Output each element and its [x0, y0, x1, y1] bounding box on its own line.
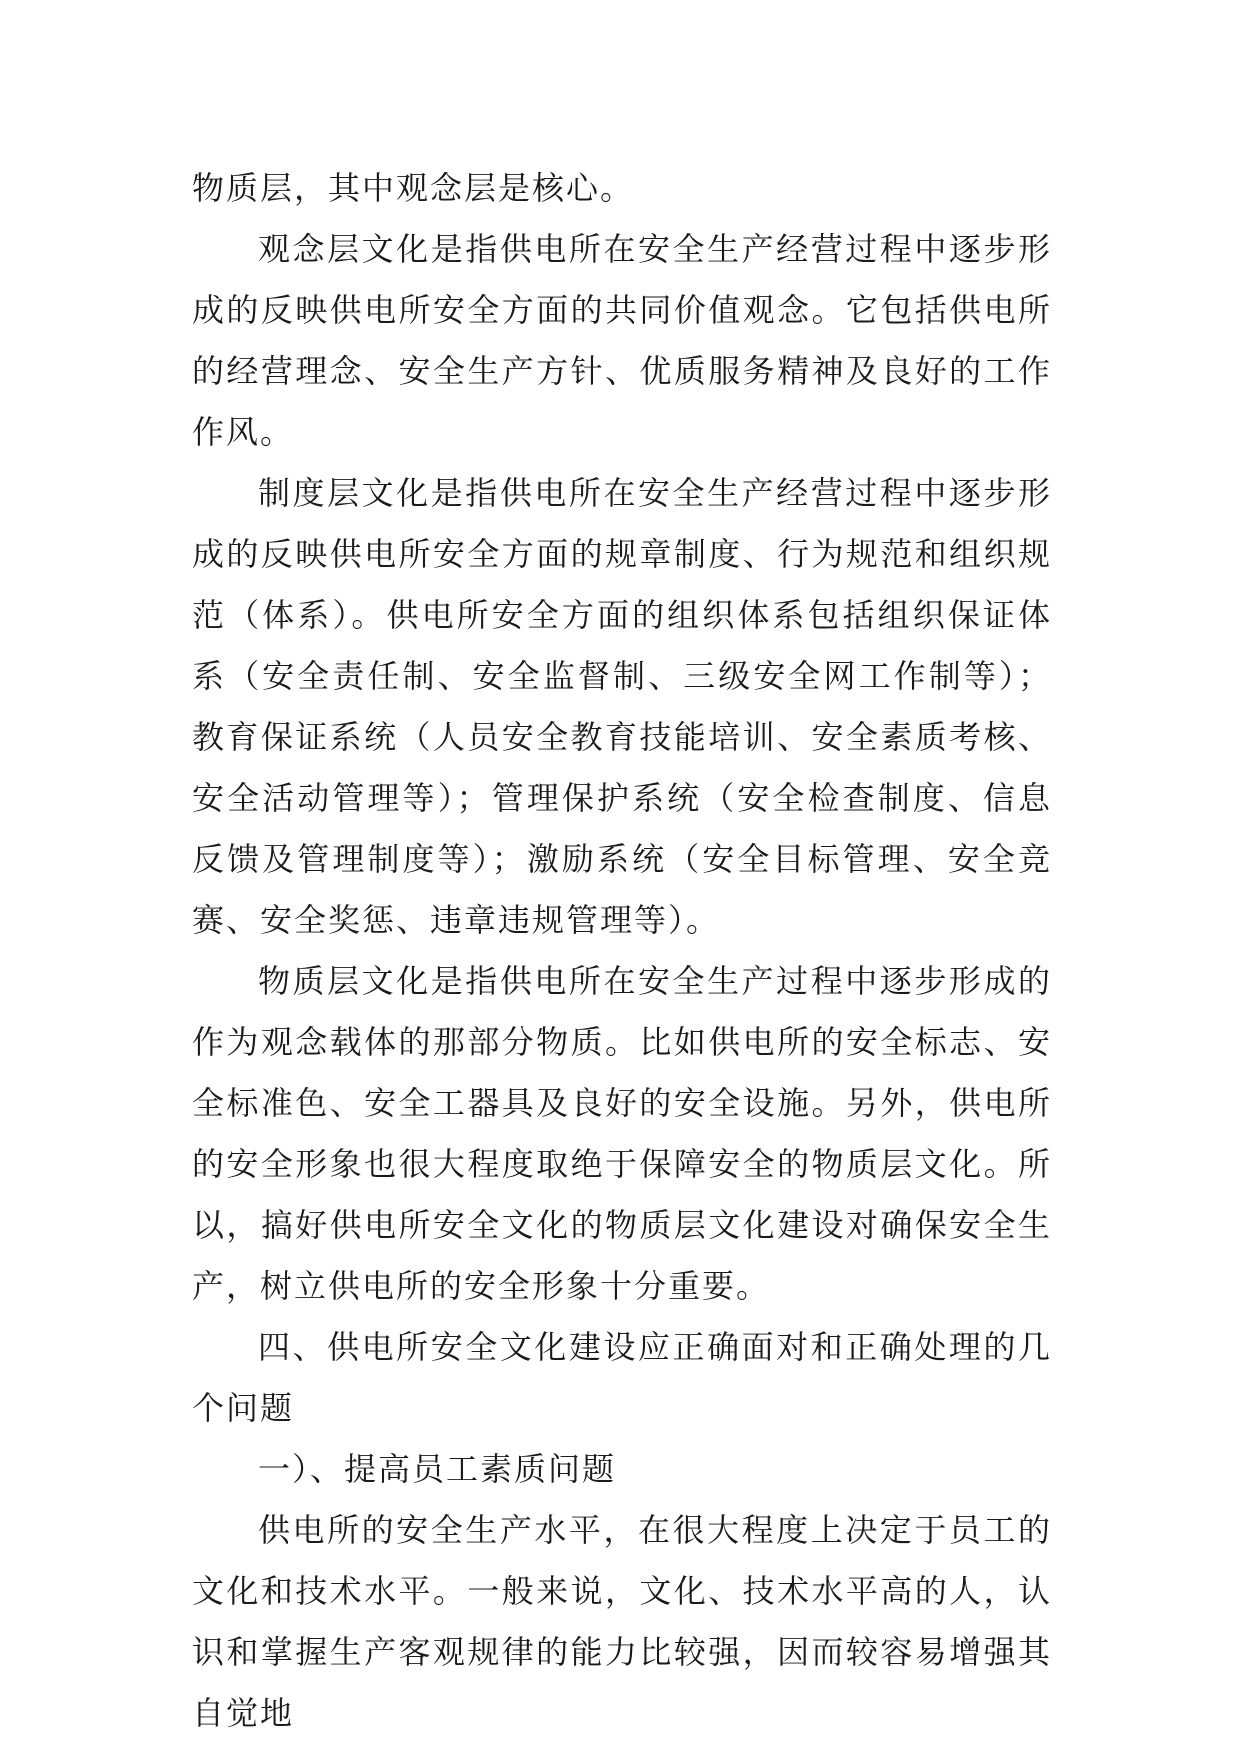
document-body: [192, 158, 1052, 1744]
paragraph-staff-quality: 供电所的安全生产水平，在很大程度上决定于员工的文化和技术水平。一般来说，文化、技术水平高的人，认识和掌握生产客观规律的能力比较强，因而较容易增强其自觉地: [192, 1511, 1052, 1732]
paragraph-material-layer: 物质层文化是指供电所在安全生产过程中逐步形成的作为观念载体的那部分物质。比如供电所的安全标志、安全标准色、安全工器具及良好的安全设施。另外，供电所的安全形象也很大程度取绝于保障安全的物质层文化。所以，搞好供电所安全文化的物质层文化建设对确保安全生产，树立供电所的安全形象十分重要。: [192, 962, 1052, 1305]
subsection-heading-one: 一）、提高员工素质问题: [258, 1450, 617, 1488]
section-heading-four: 四、供电所安全文化建设应正确面对和正确处理的几个问题: [192, 1328, 1052, 1427]
paragraph-system-layer: 制度层文化是指供电所在安全生产经营过程中逐步形成的反映供电所安全方面的规章制度、行为规范和组织规范（体系）。供电所安全方面的组织体系包括组织保证体系（安全责任制、安全监督制、三级安全网工作制等）；教育保证系统（人员安全教育技能培训、安全素质考核、安全活动管理等）；管理保护系统（安全检查制度、信息反馈及管理制度等）；激励系统（安全目标管理、安全竞赛、安全奖惩、违章违规管理等）。: [192, 474, 1052, 939]
paragraph-concept-layer: 观念层文化是指供电所在安全生产经营过程中逐步形成的反映供电所安全方面的共同价值观念。它包括供电所的经营理念、安全生产方针、优质服务精神及良好的工作作风。: [192, 230, 1052, 451]
paragraph-continuation: 物质层，其中观念层是核心。: [192, 169, 635, 207]
